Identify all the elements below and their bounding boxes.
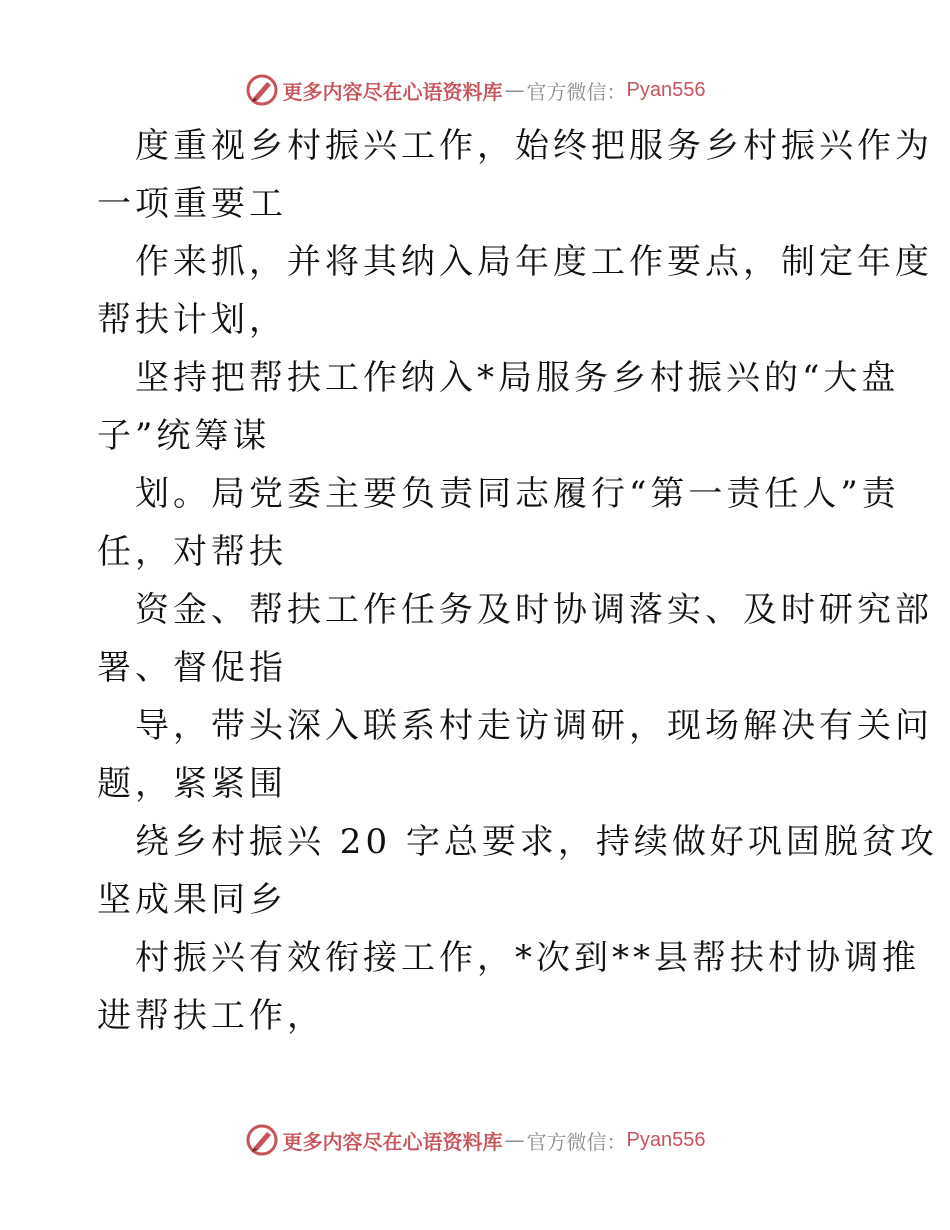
paragraph-line: 一项重要工 [97,184,287,224]
document-body [97,117,938,1045]
paragraph-line: 绕乡村振兴 20 字总要求，持续做好巩固脱贫攻 [135,822,938,862]
footer-wechat-id: Pyan556 [626,1128,706,1151]
footer-banner-separator: — [504,1128,525,1152]
paragraph-line: 划。局党委主要负责同志履行“第一责任人”责 [135,474,900,514]
paragraph-line: 资金、帮扶工作任务及时协调落实、及时研究部 [135,590,933,630]
header-wechat-id: Pyan556 [626,78,706,101]
paragraph [97,697,933,813]
paragraph-line: 坚成果同乡 [97,880,287,920]
paragraph-line: 度重视乡村振兴工作，始终把服务乡村振兴作为 [135,126,933,166]
paragraph-line: 导，带头深入联系村走访调研，现场解决有关问 [135,706,933,746]
paragraph-line: 帮扶计划， [97,300,287,340]
header-banner-text: 更多内容尽在心语资料库 [282,79,503,104]
paragraph [97,349,900,465]
paragraph [97,813,938,929]
paragraph-line: 署、督促指 [97,648,287,688]
paragraph-line: 题，紧紧围 [97,764,287,804]
paragraph [97,929,920,1045]
paragraph [97,465,900,581]
paragraph-line: 进帮扶工作， [97,996,325,1036]
paragraph [97,581,933,697]
paragraph-line: 子”统筹谋 [97,416,271,456]
paragraph-line: 坚持把帮扶工作纳入*局服务乡村振兴的“大盘 [135,358,900,398]
pen-seal-logo-icon [245,73,279,107]
paragraph-line: 作来抓，并将其纳入局年度工作要点，制定年度 [135,242,933,282]
paragraph-line: 任，对帮扶 [97,532,287,572]
footer-banner [0,1120,950,1160]
footer-banner-text: 更多内容尽在心语资料库 [282,1129,503,1154]
paragraph [97,233,933,349]
header-wechat-label: 官方微信： [526,79,627,104]
header-banner-separator: — [504,78,525,102]
paragraph [97,117,933,233]
footer-wechat-label: 官方微信： [526,1129,627,1154]
paragraph-line: 村振兴有效衔接工作，*次到**县帮扶村协调推 [135,938,920,978]
header-banner [0,70,950,110]
pen-seal-logo-icon [245,1123,279,1157]
